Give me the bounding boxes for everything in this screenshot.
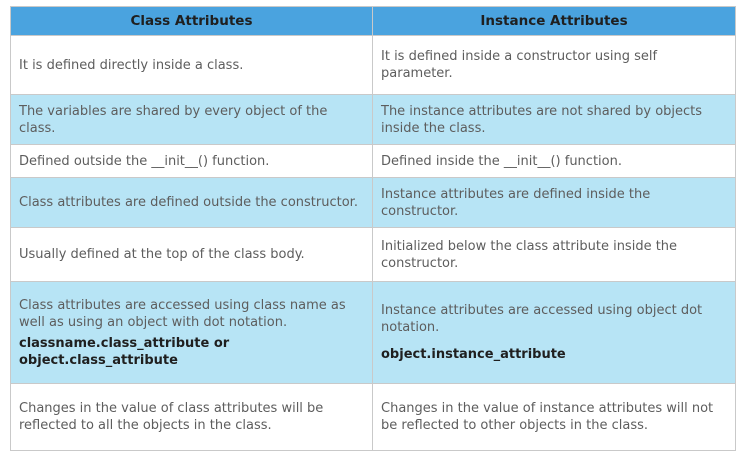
class-attribute-cell — [11, 282, 373, 384]
instance-attribute-cell — [373, 282, 736, 384]
instance-attribute-code: object.instance_attribute — [381, 347, 566, 362]
header-class-attributes: Class Attributes — [11, 7, 373, 36]
class-attribute-cell: Class attributes are defined outside the constructor. — [11, 178, 373, 228]
class-attribute-cell: Usually defined at the top of the class body. — [11, 228, 373, 282]
table-row — [11, 145, 736, 178]
class-attribute-text: Class attributes are accessed using class name as well as using an object with dot notation. — [19, 297, 346, 330]
table-row — [11, 95, 736, 145]
class-attribute-code: classname.class_attribute or object.class_attribute — [19, 335, 230, 368]
class-attribute-cell: Changes in the value of class attributes will be reflected to all the objects in the class. — [11, 384, 373, 451]
class-attribute-cell: The variables are shared by every object of the class. — [11, 95, 373, 145]
table-row — [11, 282, 736, 384]
header-instance-attributes: Instance Attributes — [373, 7, 736, 36]
instance-attribute-cell: It is defined inside a constructor using self parameter. — [373, 36, 736, 95]
class-attribute-cell: Defined outside the __init__() function. — [11, 145, 373, 178]
table-header-row — [11, 7, 736, 36]
class-attribute-cell: It is defined directly inside a class. — [11, 36, 373, 95]
instance-attribute-cell: The instance attributes are not shared by objects inside the class. — [373, 95, 736, 145]
instance-attribute-cell: Instance attributes are defined inside the constructor. — [373, 178, 736, 228]
instance-attribute-cell: Changes in the value of instance attributes will not be reflected to other objects in the class. — [373, 384, 736, 451]
comparison-table — [10, 6, 736, 451]
table-row — [11, 178, 736, 228]
table-row — [11, 36, 736, 95]
table-row — [11, 384, 736, 451]
table-row — [11, 228, 736, 282]
instance-attribute-cell: Initialized below the class attribute inside the constructor. — [373, 228, 736, 282]
instance-attribute-cell: Defined inside the __init__() function. — [373, 145, 736, 178]
instance-attribute-text: Instance attributes are accessed using object dot notation. — [381, 303, 703, 335]
comparison-table-container — [10, 6, 735, 451]
